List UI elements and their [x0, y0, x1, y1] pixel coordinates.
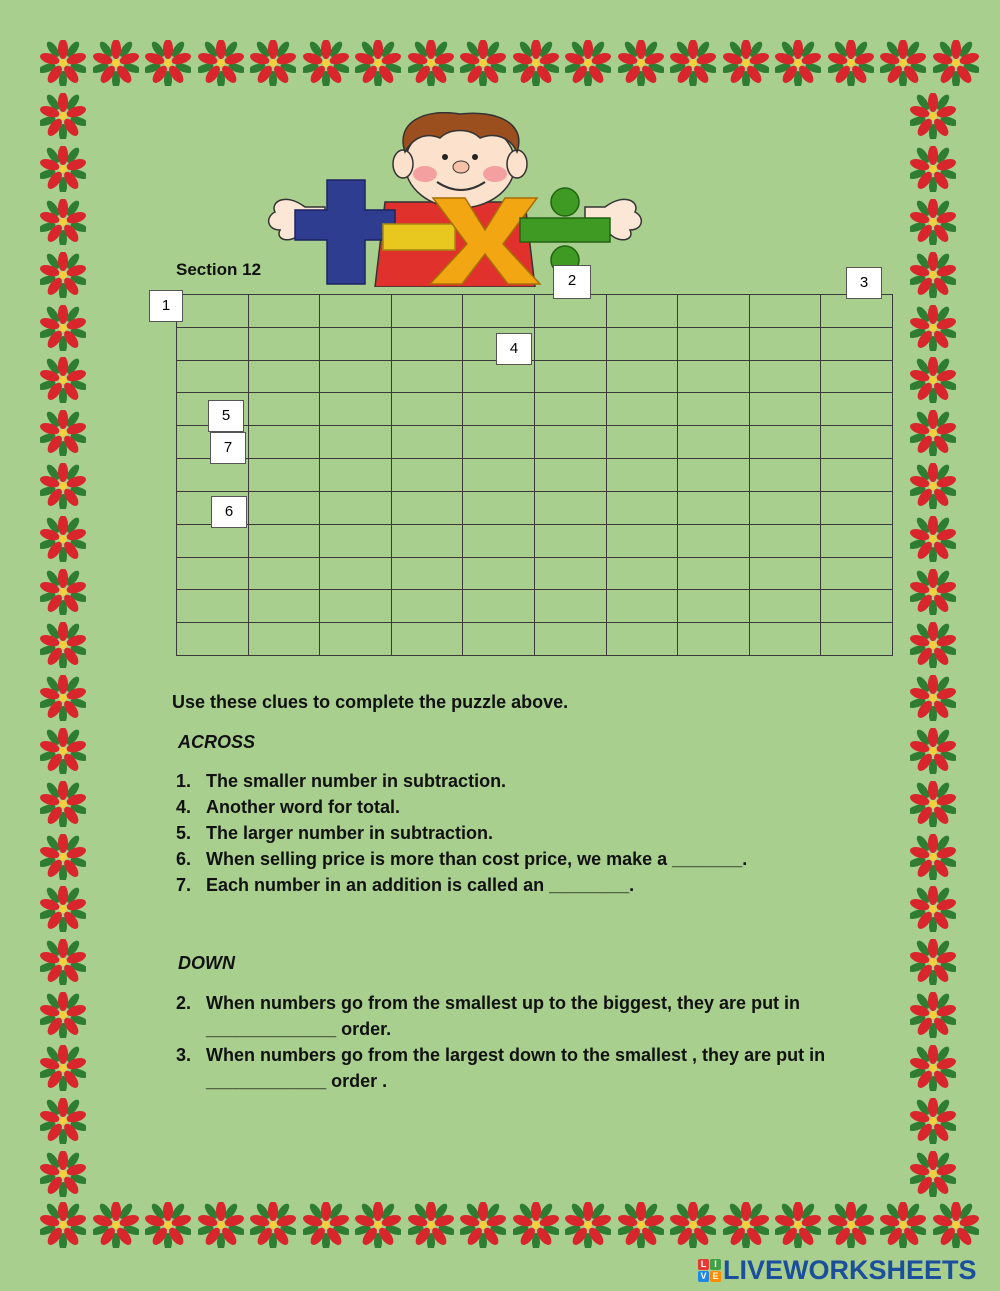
grid-cell[interactable]: [606, 491, 678, 524]
grid-cell[interactable]: [678, 459, 750, 492]
poinsettia-icon: [40, 93, 86, 139]
grid-cell[interactable]: [821, 459, 893, 492]
grid-cell[interactable]: [248, 459, 320, 492]
poinsettia-icon: [910, 728, 956, 774]
crossword-grid: [176, 294, 893, 656]
grid-cell[interactable]: [678, 426, 750, 459]
grid-cell[interactable]: [320, 327, 392, 360]
grid-cell[interactable]: [463, 491, 535, 524]
grid-cell[interactable]: [463, 557, 535, 590]
grid-cell[interactable]: [320, 491, 392, 524]
grid-cell[interactable]: [463, 393, 535, 426]
poinsettia-icon: [565, 1202, 611, 1248]
poinsettia-icon: [303, 1202, 349, 1248]
poinsettia-icon: [40, 252, 86, 298]
poinsettia-icon: [93, 40, 139, 86]
poinsettia-icon: [513, 1202, 559, 1248]
poinsettia-icon: [40, 1098, 86, 1144]
grid-cell[interactable]: [177, 590, 249, 623]
grid-cell[interactable]: [821, 295, 893, 328]
grid-cell[interactable]: [177, 524, 249, 557]
clue-number-6: 6: [211, 496, 247, 528]
poinsettia-icon: [40, 992, 86, 1038]
grid-row: [177, 459, 893, 492]
grid-cell[interactable]: [320, 459, 392, 492]
poinsettia-icon: [910, 516, 956, 562]
poinsettia-icon: [828, 1202, 874, 1248]
poinsettia-icon: [40, 939, 86, 985]
clue-number-7: 7: [210, 432, 246, 464]
grid-cell[interactable]: [391, 426, 463, 459]
grid-cell[interactable]: [320, 557, 392, 590]
poinsettia-icon: [40, 781, 86, 827]
poinsettia-icon: [910, 939, 956, 985]
poinsettia-icon: [828, 40, 874, 86]
grid-cell[interactable]: [821, 623, 893, 656]
grid-cell[interactable]: [606, 524, 678, 557]
poinsettia-icon: [723, 1202, 769, 1248]
clue-number-3: 3: [846, 267, 882, 299]
across-heading: ACROSS: [178, 732, 256, 752]
grid-cell[interactable]: [463, 459, 535, 492]
grid-row: [177, 393, 893, 426]
grid-row: [177, 360, 893, 393]
clue-number-1: 1: [149, 290, 183, 322]
clue-item: 2. When numbers go from the smallest up to the biggest, they are put in _____________ order.: [176, 993, 801, 1039]
grid-cell[interactable]: [606, 327, 678, 360]
grid-cell[interactable]: [749, 590, 821, 623]
grid-row: [177, 491, 893, 524]
poinsettia-icon: [40, 834, 86, 880]
divide-bar: [520, 218, 610, 242]
poinsettia-icon: [40, 675, 86, 721]
poinsettia-icon: [910, 834, 956, 880]
grid-cell[interactable]: [678, 623, 750, 656]
grid-cell[interactable]: [248, 590, 320, 623]
grid-cell[interactable]: [177, 557, 249, 590]
grid-cell[interactable]: [749, 295, 821, 328]
grid-cell[interactable]: [534, 491, 606, 524]
grid-cell[interactable]: [606, 557, 678, 590]
grid-cell[interactable]: [391, 327, 463, 360]
poinsettia-icon: [513, 40, 559, 86]
grid-cell[interactable]: [749, 393, 821, 426]
poinsettia-icon: [145, 1202, 191, 1248]
poinsettia-icon: [40, 728, 86, 774]
divide-dot-top: [551, 188, 579, 216]
poinsettia-icon: [723, 40, 769, 86]
poinsettia-icon: [40, 886, 86, 932]
grid-cell[interactable]: [248, 393, 320, 426]
grid-cell[interactable]: [391, 295, 463, 328]
poinsettia-icon: [40, 569, 86, 615]
poinsettia-icon: [408, 1202, 454, 1248]
grid-cell[interactable]: [534, 393, 606, 426]
grid-cell[interactable]: [320, 623, 392, 656]
grid-cell[interactable]: [749, 623, 821, 656]
poinsettia-icon: [40, 1045, 86, 1091]
grid-cell[interactable]: [678, 295, 750, 328]
grid-cell[interactable]: [606, 623, 678, 656]
grid-cell[interactable]: [177, 623, 249, 656]
grid-cell[interactable]: [606, 295, 678, 328]
grid-cell[interactable]: [463, 295, 535, 328]
grid-cell[interactable]: [678, 557, 750, 590]
poinsettia-icon: [910, 199, 956, 245]
grid-row: [177, 426, 893, 459]
clue-number-5: 5: [208, 400, 244, 432]
poinsettia-icon: [618, 40, 664, 86]
poinsettia-icon: [40, 305, 86, 351]
left-ear: [393, 150, 413, 178]
poinsettia-icon: [910, 252, 956, 298]
grid-cell[interactable]: [320, 295, 392, 328]
across-clue-list: [176, 768, 876, 898]
grid-cell[interactable]: [320, 524, 392, 557]
grid-cell[interactable]: [391, 524, 463, 557]
grid-cell[interactable]: [248, 327, 320, 360]
grid-cell[interactable]: [821, 426, 893, 459]
poinsettia-icon: [910, 1045, 956, 1091]
clue-item: 1. The smaller number in subtraction.: [176, 771, 507, 791]
grid-cell[interactable]: [821, 590, 893, 623]
right-ear: [507, 150, 527, 178]
grid-cell[interactable]: [463, 590, 535, 623]
grid-cell[interactable]: [320, 590, 392, 623]
poinsettia-icon: [910, 992, 956, 1038]
grid-cell[interactable]: [391, 557, 463, 590]
grid-cell[interactable]: [534, 327, 606, 360]
grid-row: [177, 327, 893, 360]
poinsettia-icon: [303, 40, 349, 86]
grid-cell[interactable]: [391, 590, 463, 623]
poinsettia-icon: [670, 40, 716, 86]
grid-cell[interactable]: [248, 426, 320, 459]
grid-row: [177, 557, 893, 590]
poinsettia-icon: [910, 1151, 956, 1197]
grid-cell[interactable]: [391, 459, 463, 492]
grid-cell[interactable]: [534, 524, 606, 557]
poinsettia-icon: [198, 40, 244, 86]
down-clue-list: [176, 990, 876, 1094]
grid-cell[interactable]: [248, 491, 320, 524]
grid-cell[interactable]: [320, 360, 392, 393]
poinsettia-icon: [618, 1202, 664, 1248]
poinsettia-icon: [670, 1202, 716, 1248]
poinsettia-icon: [933, 40, 979, 86]
poinsettia-icon: [910, 93, 956, 139]
liveworksheets-badge-icon: L I V E: [698, 1259, 721, 1282]
poinsettia-icon: [910, 410, 956, 456]
math-boy-illustration: [265, 112, 645, 287]
grid-cell[interactable]: [749, 491, 821, 524]
poinsettia-icon: [40, 40, 86, 86]
grid-cell[interactable]: [391, 623, 463, 656]
poinsettia-icon: [460, 1202, 506, 1248]
clue-number-2: 2: [553, 265, 591, 299]
grid-cell[interactable]: [821, 524, 893, 557]
clue-number-4: 4: [496, 333, 532, 365]
poinsettia-icon: [145, 40, 191, 86]
grid-cell[interactable]: [534, 623, 606, 656]
poinsettia-icon: [40, 1202, 86, 1248]
grid-cell[interactable]: [749, 557, 821, 590]
grid-cell[interactable]: [534, 557, 606, 590]
grid-cell[interactable]: [463, 426, 535, 459]
clue-item: 7. Each number in an addition is called an ________.: [176, 875, 635, 895]
poinsettia-icon: [408, 40, 454, 86]
poinsettia-icon: [250, 1202, 296, 1248]
poinsettia-icon: [250, 40, 296, 86]
poinsettia-icon: [355, 40, 401, 86]
poinsettia-icon: [565, 40, 611, 86]
grid-cell[interactable]: [463, 360, 535, 393]
poinsettia-icon: [93, 1202, 139, 1248]
grid-cell[interactable]: [749, 327, 821, 360]
grid-cell[interactable]: [606, 426, 678, 459]
grid-cell[interactable]: [248, 557, 320, 590]
poinsettia-icon: [198, 1202, 244, 1248]
poinsettia-icon: [910, 622, 956, 668]
poinsettia-icon: [40, 516, 86, 562]
clue-item: 5. The larger number in subtraction.: [176, 823, 494, 843]
grid-cell[interactable]: [534, 360, 606, 393]
poinsettia-icon: [40, 1151, 86, 1197]
grid-cell[interactable]: [248, 623, 320, 656]
section-title: Section 12: [176, 260, 262, 279]
poinsettia-icon: [460, 40, 506, 86]
poinsettia-icon: [40, 146, 86, 192]
grid-cell[interactable]: [678, 524, 750, 557]
grid-cell[interactable]: [749, 426, 821, 459]
liveworksheets-logo[interactable]: [698, 1255, 977, 1285]
grid-cell[interactable]: [606, 459, 678, 492]
clue-item: 6. When selling price is more than cost price, we make a _______.: [176, 849, 748, 869]
grid-cell[interactable]: [749, 524, 821, 557]
grid-cell[interactable]: [391, 491, 463, 524]
grid-cell[interactable]: [606, 590, 678, 623]
poinsettia-icon: [910, 781, 956, 827]
poinsettia-icon: [355, 1202, 401, 1248]
grid-cell[interactable]: [821, 491, 893, 524]
poinsettia-icon: [880, 40, 926, 86]
grid-row: [177, 623, 893, 656]
grid-cell[interactable]: [463, 524, 535, 557]
poinsettia-icon: [775, 40, 821, 86]
grid-cell[interactable]: [534, 590, 606, 623]
minus-symbol: [383, 224, 455, 250]
grid-row: [177, 590, 893, 623]
grid-cell[interactable]: [678, 491, 750, 524]
grid-row: [177, 295, 893, 328]
grid-cell[interactable]: [391, 393, 463, 426]
grid-cell[interactable]: [463, 623, 535, 656]
grid-cell[interactable]: [821, 327, 893, 360]
clue-item: 4. Another word for total.: [176, 797, 400, 817]
poinsettia-icon: [40, 463, 86, 509]
grid-cell[interactable]: [749, 360, 821, 393]
grid-cell[interactable]: [248, 295, 320, 328]
grid-cell[interactable]: [678, 327, 750, 360]
poinsettia-icon: [910, 886, 956, 932]
poinsettia-icon: [40, 410, 86, 456]
poinsettia-icon: [910, 569, 956, 615]
grid-cell[interactable]: [248, 360, 320, 393]
grid-cell[interactable]: [606, 360, 678, 393]
grid-cell[interactable]: [177, 295, 249, 328]
poinsettia-icon: [40, 199, 86, 245]
grid-cell[interactable]: [821, 360, 893, 393]
grid-cell[interactable]: [821, 557, 893, 590]
poinsettia-icon: [910, 675, 956, 721]
poinsettia-icon: [910, 146, 956, 192]
instructions-text: Use these clues to complete the puzzle above.: [172, 692, 569, 712]
clue-item: 3. When numbers go from the largest down to the smallest , they are put in ____________ order .: [176, 1045, 826, 1091]
grid-cell[interactable]: [678, 393, 750, 426]
grid-cell[interactable]: [320, 426, 392, 459]
grid-cell[interactable]: [177, 360, 249, 393]
grid-cell[interactable]: [534, 459, 606, 492]
grid-row: [177, 524, 893, 557]
poinsettia-icon: [933, 1202, 979, 1248]
grid-cell[interactable]: [606, 393, 678, 426]
poinsettia-icon: [910, 357, 956, 403]
grid-cell[interactable]: [678, 590, 750, 623]
grid-cell[interactable]: [749, 459, 821, 492]
poinsettia-icon: [40, 622, 86, 668]
poinsettia-icon: [880, 1202, 926, 1248]
poinsettia-icon: [910, 463, 956, 509]
grid-cell[interactable]: [821, 393, 893, 426]
poinsettia-icon: [910, 1098, 956, 1144]
grid-cell[interactable]: [320, 393, 392, 426]
poinsettia-icon: [910, 305, 956, 351]
grid-cell[interactable]: [534, 426, 606, 459]
grid-cell[interactable]: [391, 360, 463, 393]
grid-cell[interactable]: [678, 360, 750, 393]
liveworksheets-text: LIVEWORKSHEETS: [723, 1254, 977, 1285]
down-heading: DOWN: [178, 953, 235, 973]
grid-cell[interactable]: [248, 524, 320, 557]
poinsettia-icon: [40, 357, 86, 403]
poinsettia-icon: [775, 1202, 821, 1248]
grid-cell[interactable]: [534, 295, 606, 328]
grid-cell[interactable]: [177, 327, 249, 360]
